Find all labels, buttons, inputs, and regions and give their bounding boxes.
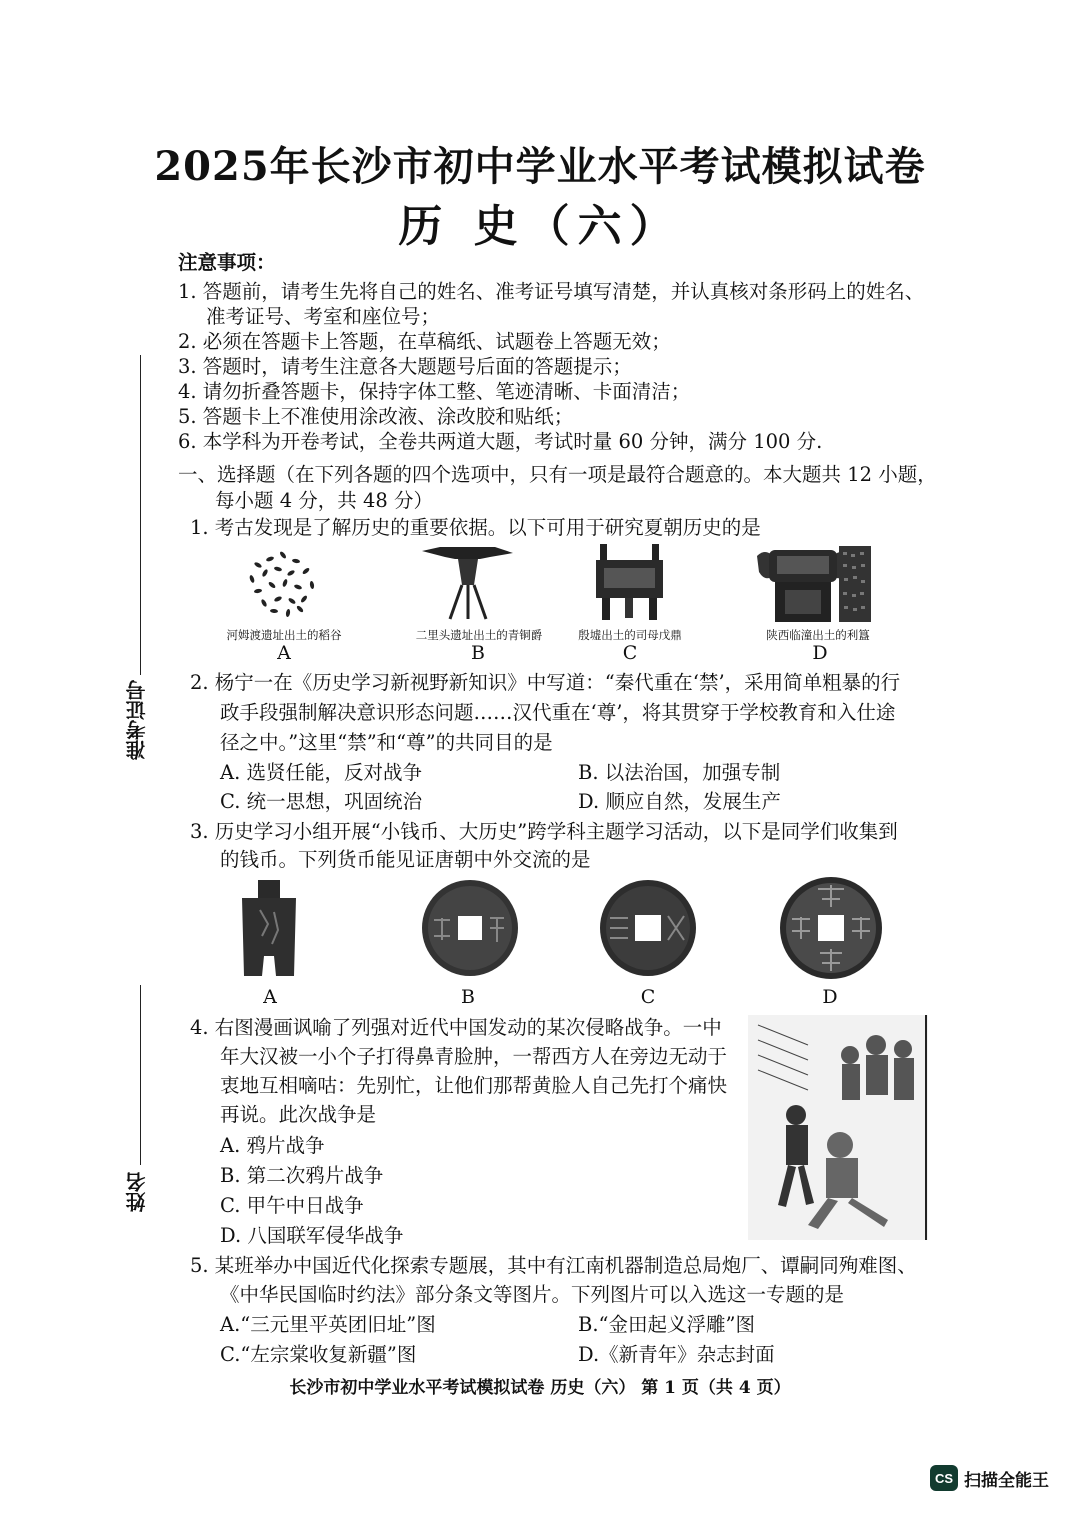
li-gui-image — [755, 542, 875, 624]
q5-option-c: C.“左宗棠收复新疆”图 — [220, 1343, 417, 1366]
scanner-logo-icon: CS — [930, 1465, 958, 1491]
q5-option-a: A.“三元里平英团旧址”图 — [220, 1313, 436, 1336]
simuwu-ding-image — [592, 540, 667, 620]
notice-item: 5. 答题卡上不准使用涂改液、涂改胶和贴纸； — [178, 405, 574, 428]
q2-option-c: C. 统一思想，巩固统治 — [220, 790, 423, 813]
name-label: 姓名 — [125, 1172, 149, 1212]
wado-kaichin-coin-image — [778, 875, 884, 981]
section-heading: 一、选择题（在下列各题的四个选项中，只有一项是最符合题意的。本大题共 12 小题， — [178, 463, 937, 486]
q3-stem-line2: 的钱币。下列货币能见证唐朝中外交流的是 — [220, 848, 591, 871]
scanner-watermark — [930, 1465, 1049, 1491]
q1-stem: 1. 考古发现是了解历史的重要依据。以下可用于研究夏朝历史的是 — [190, 516, 761, 539]
q2-option-a: A. 选贤任能，反对战争 — [220, 761, 422, 784]
q4-stem-line3: 衷地互相嘀咕：先别忙，让他们那帮黄脸人自己先打个痛快 — [220, 1074, 728, 1097]
name-line — [140, 985, 141, 1165]
q1-caption-b: 二里头遗址出土的青铜爵 — [415, 628, 543, 642]
q3-letter-c: C — [640, 986, 656, 1008]
notice-item: 1. 答题前，请考生先将自己的姓名、准考证号填写清楚，并认真核对条形码上的姓名、 — [178, 280, 925, 303]
q4-option-a: A. 鸦片战争 — [220, 1134, 325, 1157]
q2-stem-line2: 政手段强制解决意识形态问题……汉代重在‘尊’，将其贯穿于学校教育和入仕途 — [220, 701, 896, 724]
q2-stem-line3: 径之中。”这里“禁”和“尊”的共同目的是 — [220, 731, 553, 754]
q3-letter-d: D — [822, 986, 838, 1008]
exam-title: 2025年长沙市初中学业水平考试模拟试卷 — [154, 143, 926, 190]
q3-letter-b: B — [461, 986, 475, 1008]
spade-coin-image — [238, 880, 300, 980]
notice-item: 4. 请勿折叠答题卡，保持字体工整、笔迹清晰、卡面清洁； — [178, 380, 691, 403]
section-heading-cont: 每小题 4 分，共 48 分） — [215, 489, 434, 512]
ban-liang-coin-image — [420, 878, 520, 978]
q3-stem-line1: 3. 历史学习小组开展“小钱币、大历史”跨学科主题学习活动，以下是同学们收集到 — [190, 820, 898, 843]
scanner-brand-name: 扫描全能王 — [964, 1470, 1049, 1490]
q4-option-b: B. 第二次鸦片战争 — [220, 1164, 384, 1187]
exam-id-line — [140, 355, 141, 675]
q2-option-d: D. 顺应自然，发展生产 — [578, 790, 781, 813]
exam-id-label: 准考证号 — [125, 680, 149, 760]
q4-stem-line2: 年大汉被一小个子打得鼻青脸肿，一帮西方人在旁边无动于 — [220, 1045, 728, 1068]
q1-letter-b: B — [471, 642, 485, 664]
q4-option-d: D. 八国联军侵华战争 — [220, 1224, 404, 1247]
q1-letter-a: A — [277, 642, 291, 664]
q4-stem-line1: 4. 右图漫画讽喻了列强对近代中国发动的某次侵略战争。一中 — [190, 1016, 722, 1039]
q5-stem-line2: 《中华民国临时约法》部分条文等图片。下列图片可以入选这一专题的是 — [220, 1283, 845, 1306]
q2-stem-line1: 2. 杨宁一在《历史学习新视野新知识》中写道：“秦代重在‘禁’，采用简单粗暴的行 — [190, 671, 901, 694]
q5-option-b: B.“金田起义浮雕”图 — [578, 1313, 755, 1336]
satirical-cartoon-image — [748, 1015, 928, 1240]
page-footer: 长沙市初中学业水平考试模拟试卷 历史（六） 第 1 页（共 4 页） — [289, 1378, 791, 1398]
q1-caption-d: 陕西临潼出土的利簋 — [766, 628, 870, 642]
notice-item: 3. 答题时，请考生注意各大题题号后面的答题提示； — [178, 355, 632, 378]
notice-item: 准考证号、考室和座位号； — [206, 305, 441, 328]
notice-item: 2. 必须在答题卡上答题，在草稿纸、试题卷上答题无效； — [178, 330, 671, 353]
q5-stem-line1: 5. 某班举办中国近代化探索专题展，其中有江南机器制造总局炮厂、谭嗣同殉难图、 — [190, 1254, 917, 1277]
notice-heading: 注意事项： — [178, 251, 276, 274]
q4-stem-line4: 再说。此次战争是 — [220, 1103, 377, 1126]
exam-subject: 历 史（六） — [398, 201, 682, 252]
bronze-jue-image — [420, 545, 515, 620]
notice-item: 6. 本学科为开卷考试，全卷共两道大题，考试时量 60 分钟，满分 100 分. — [178, 430, 823, 453]
q1-caption-a: 河姆渡遗址出土的稻谷 — [226, 628, 342, 642]
kaiyuan-coin-image — [598, 878, 698, 978]
rice-grains-image — [238, 545, 323, 620]
q1-letter-d: D — [812, 642, 828, 664]
q5-option-d: D.《新青年》杂志封面 — [578, 1343, 775, 1366]
q4-option-c: C. 甲午中日战争 — [220, 1194, 364, 1217]
q1-letter-c: C — [622, 642, 638, 664]
q1-caption-c: 殷墟出土的司母戊鼎 — [578, 628, 682, 642]
q2-option-b: B. 以法治国，加强专制 — [578, 761, 781, 784]
q3-letter-a: A — [263, 986, 277, 1008]
